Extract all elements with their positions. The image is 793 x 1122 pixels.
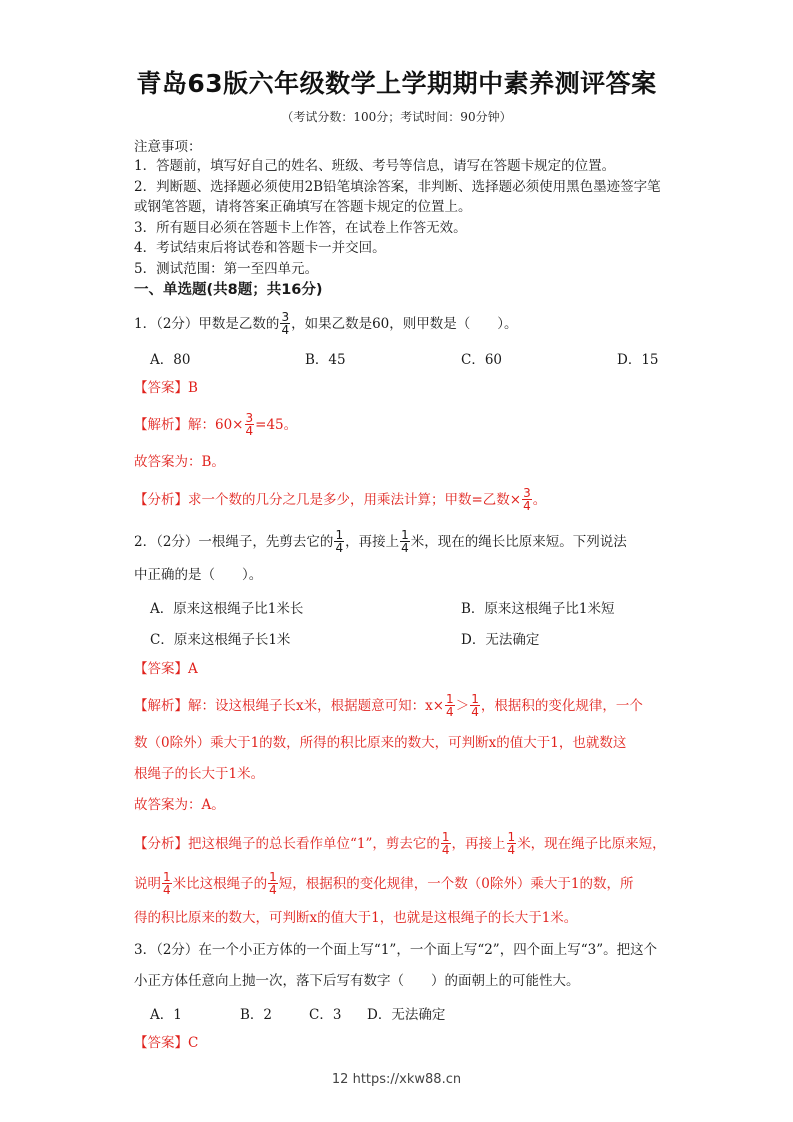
question-2-option-c: C．原来这根绳子长1米	[150, 632, 291, 648]
question-2-fenxi-line3: 得的积比原来的数大，可判断x的值大于1，也就是这根绳子的长大于1米。	[134, 910, 578, 926]
notice-heading: 注意事项：	[134, 139, 202, 155]
question-1-analysis: 【解析】解：60× $\frac{3}{4}$ =45。	[134, 411, 298, 438]
question-1-option-b: B．45	[305, 352, 346, 368]
footer-url[interactable]: https://xkw88.cn	[352, 1072, 462, 1087]
question-2-fenxi: 【分析】把这根绳子的总长看作单位“1”，剪去它的 $\frac{1}{4}$ ，再接上 $\frac{1}{4}$ 米，现在绳子比原来短，	[134, 830, 666, 857]
document-subtitle: （考试分数：100分；考试时间：90分钟）	[281, 110, 512, 124]
question-1-answer: 【答案】B	[134, 380, 198, 396]
question-2-analysis-line3: 根绳子的长大于1米。	[134, 766, 265, 782]
fraction: $\frac{1}{4}$	[441, 830, 450, 857]
question-1-option-a: A．80	[150, 352, 191, 368]
question-1-conclusion: 故答案为：B。	[134, 454, 225, 470]
fraction: $\frac{3}{4}$	[281, 310, 290, 337]
question-2-conclusion: 故答案为：A。	[134, 797, 225, 813]
question-2-analysis-line2: 数（0除外）乘大于1的数，所得的积比原来的数大，可判断x的值大于1，也就数这	[134, 735, 627, 751]
section-heading: 一、单选题(共8题；共16分)	[134, 282, 323, 298]
document-title: 青岛63版六年级数学上学期期中素养测评答案	[136, 69, 657, 98]
question-2-answer: 【答案】A	[134, 661, 198, 677]
question-1-stem: 1．（2分）甲数是乙数的 $\frac{3}{4}$ ，如果乙数是60，则甲数是（ ）。	[134, 310, 518, 337]
fraction: $\frac{3}{4}$	[523, 486, 531, 513]
question-2-stem-line2: 中正确的是（ ）。	[134, 567, 263, 583]
question-1-option-c: C．60	[461, 352, 503, 368]
question-3-answer: 【答案】C	[134, 1035, 199, 1051]
question-2-option-d: D．无法确定	[461, 632, 540, 648]
notice-item: 4．考试结束后将试卷和答题卡一并交回。	[134, 240, 386, 256]
fraction: $\frac{3}{4}$	[245, 411, 254, 438]
question-3-option-d: D．无法确定	[367, 1007, 446, 1023]
fraction: $\frac{1}{4}$	[269, 870, 277, 897]
question-3-option-a: A．1	[150, 1007, 182, 1023]
notice-item: 5．测试范围：第一至四单元。	[134, 261, 319, 277]
question-3-stem: 3．（2分）在一个小正方体的一个面上写“1”，一个面上写“2”，四个面上写“3”。把这个	[134, 942, 658, 958]
question-2-analysis: 【解析】解：设这根绳子长x米，根据题意可知：x× $\frac{1}{4}$ ＞ $\frac{1}{4}$ ，根据积的变化规律，一个	[134, 692, 643, 719]
notice-item: 3．所有题目必须在答题卡上作答，在试卷上作答无效。	[134, 220, 467, 236]
question-3-option-b: B．2	[240, 1007, 273, 1023]
fraction: $\frac{1}{4}$	[335, 528, 344, 555]
notice-item: 2．判断题、选择题必须使用2B铅笔填涂答案，非判断、选择题必须使用黑色墨迹签字笔	[134, 179, 661, 195]
question-3-option-c: C．3	[309, 1007, 342, 1023]
page-number: 12	[331, 1072, 349, 1087]
notice-item: 1．答题前，填写好自己的姓名、班级、考号等信息，请写在答题卡规定的位置。	[134, 158, 616, 174]
question-1-fenxi: 【分析】求一个数的几分之几是多少，用乘法计算；甲数=乙数× $\frac{3}{4}$ 。	[134, 486, 547, 513]
fraction: $\frac{1}{4}$	[401, 528, 409, 555]
notice-item: 或钢笔答题，请将答案正确填写在答题卡规定的位置上。	[134, 199, 472, 215]
question-2-option-a: A．原来这根绳子比1米长	[150, 601, 304, 617]
fraction: $\frac{1}{4}$	[471, 692, 479, 719]
fraction: $\frac{1}{4}$	[507, 830, 516, 857]
fraction: $\frac{1}{4}$	[446, 692, 454, 719]
question-2-fenxi-line2: 说明 $\frac{1}{4}$ 米比这根绳子的 $\frac{1}{4}$ 短，根据积的变化规律，一个数（0除外）乘大于1的数，所	[134, 870, 634, 897]
question-1-option-d: D．15	[617, 352, 659, 368]
question-3-stem-line2: 小正方体任意向上抛一次，落下后写有数字（ ）的面朝上的可能性大。	[134, 973, 580, 989]
question-2-stem: 2．（2分）一根绳子，先剪去它的 $\frac{1}{4}$ ，再接上 $\frac{1}{4}$ 米，现在的绳长比原来短。下列说法	[134, 528, 627, 555]
page-footer	[0, 1072, 793, 1087]
fraction: $\frac{1}{4}$	[163, 870, 171, 897]
question-2-option-b: B．原来这根绳子比1米短	[461, 601, 615, 617]
